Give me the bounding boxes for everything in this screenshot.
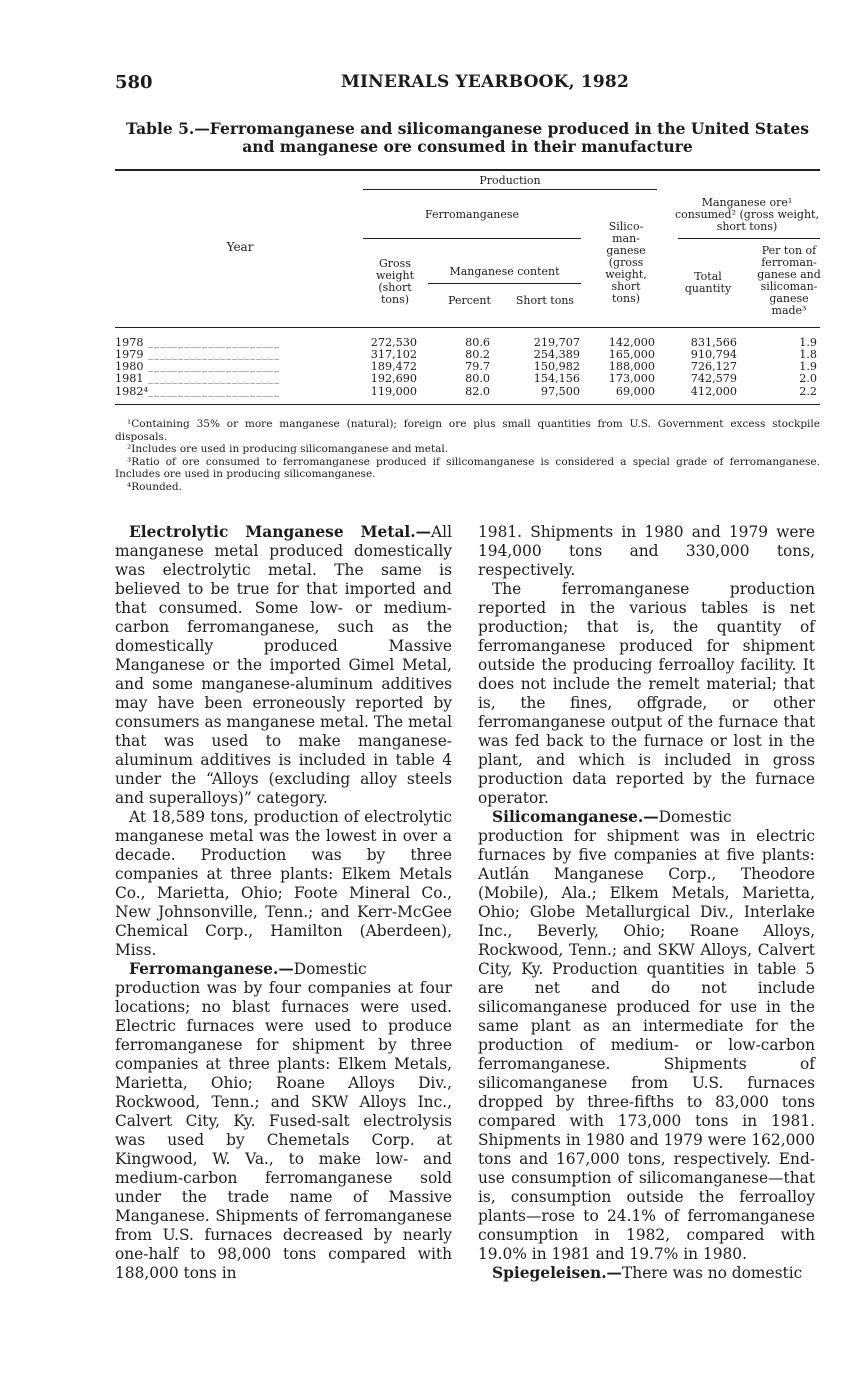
col-header-manganese-content: Manganese content [449,265,560,278]
running-head: MINERALS YEARBOOK, 1982 [341,72,629,92]
paragraph-text: 1981. Shipments in 1980 and 1979 were 194,000 tons and 330,000 tons, respectively. [478,523,815,579]
paragraph-text: Domestic production for shipment was in electric furnaces by five companies at five plants: Autlán Manganese Corp., Theodore (Mobile), Ala.; Elkem Metals, Marietta, Ohio; Globe Metallurgical Div., Interlake Inc., Beverly, Ohio; Roane Alloys, Rockwood, Tenn.; and SKW Alloys, Calvert City, Ky. Production quantities in table 5 are net and do not include silicomanganese produced for use in the same plant as an intermediate for the production of medium- or low-carbon ferromanganese. Shipments of silicomanganese from U.S. furnaces dropped by three-fifths to 83,000 tons compared with 173,000 tons in 1981. Shipments in 1980 and 1979 were 162,000 tons and 167,000 tons, respectively. End-use consumption of silicomanganese—that is, consumption outside the ferroalloy plants—rose to 24.1% of ferromanganese consumption in 1982, compared with 19.0% in 1981 and 19.7% in 1980. [478,808,815,1263]
silicomanganese-cell: 165,000 [608,348,655,361]
short-tons-cell: 254,389 [533,348,580,361]
short-tons-cell: 97,500 [540,385,580,398]
gross-weight-cell: 192,690 [370,372,417,385]
short-tons-cell: 150,982 [533,360,580,373]
leader-dots: ______________________ [148,337,280,348]
col-header-per-ton: Per ton of ferroman- ganese and silicoman- ganese made³ [757,244,821,317]
manganese-content-rule [428,283,581,284]
paragraph [115,808,452,960]
table-footnotes [115,418,820,494]
year-cell: 1980 [115,360,144,373]
paragraph-text: All manganese metal produced domestically was electrolytic metal. The same is believed to be true for that imported and that consumed. Some low- or medium-carbon ferromanganese, such as the domestically produced Massive Manganese or the imported Gimel Metal, and some manganese-aluminum additives may have been erroneously reported by consumers as manganese metal. The metal that was used to make manganese-aluminum additives is included in table 4 under the “Alloys (excluding alloy steels and superalloys)” category. [115,523,452,807]
paragraph [478,523,815,580]
paragraph-text: Domestic production was by four companies at four locations; no blast furnaces were used. Electric furnaces were used to produce ferromanganese for shipment by three companies at three plants: Elkem Metals, Marietta, Ohio; Roane Alloys Div., Rockwood, Tenn.; and SKW Alloys Inc., Calvert City, Ky. Fused-salt electrolysis was used by Chemetals Corp. at Kingwood, W. Va., to make low- and medium-carbon ferromanganese sold under the trade name of Massive Manganese. Shipments of ferromanganese from U.S. furnaces decreased by nearly one-half to 98,000 tons compared with 188,000 tons in [115,960,452,1282]
table-title: Table 5.—Ferromanganese and silicomanganese produced in the United States and manganese ore consumed in their manufacture [126,119,809,156]
per-ton-cell: 1.9 [799,360,817,373]
leader-dots: ______________________ [148,373,280,384]
ferromanganese-rule [363,238,581,239]
production-rule [363,189,657,190]
total-quantity-cell: 910,794 [690,348,737,361]
footnote: ³Ratio of ore consumed to ferromanganese produced if silicomanganese is considered a special grade of ferromanganese. Includes ore used in producing silicomanganese. [115,455,820,481]
table-bottom-rule [115,404,820,405]
right-column [478,523,815,1283]
percent-cell: 82.0 [465,385,490,398]
section-heading: Electrolytic Manganese Metal.— [129,523,432,541]
paragraph [115,523,452,808]
year-cell: 1978 [115,336,144,349]
paragraph-text: There was no domestic [621,1264,803,1282]
paragraph [478,580,815,808]
col-header-ore-consumed: Manganese ore¹ consumed² (gross weight, short tons) [675,196,819,233]
leader-dots: ______________________ [148,386,280,397]
col-header-production: Production [479,174,541,187]
total-quantity-cell: 742,579 [690,372,737,385]
silicomanganese-cell: 69,000 [615,385,655,398]
section-heading: Silicomanganese.— [492,808,659,826]
per-ton-cell: 1.8 [799,348,817,361]
col-header-year: Year [226,240,254,254]
gross-weight-cell: 189,472 [370,360,417,373]
year-cell: 1979 [115,348,144,361]
ore-rule [678,238,820,239]
year-cell: 1981 [115,372,144,385]
paragraph-text: The ferromanganese production reported in the various tables is net production; that is, the quantity of ferromanganese produced for shipment outside the producing ferroalloy facility. It does not include the remelt material; that is, the fines, offgrade, or other ferromanganese output of the furnace that was fed back to the furnace or lost in the plant, and which is included in gross production data reported by the furnace operator. [478,580,815,807]
percent-cell: 80.0 [465,372,490,385]
per-ton-cell: 2.2 [799,385,817,398]
footnote: ¹Containing 35% or more manganese (natural); foreign ore plus small quantities from U.S. Government excess stockpile disposals. [115,418,820,443]
per-ton-cell: 2.0 [799,372,817,385]
silicomanganese-cell: 173,000 [608,372,655,385]
total-quantity-cell: 726,127 [690,360,737,373]
table-row [115,386,820,398]
silicomanganese-cell: 188,000 [608,360,655,373]
gross-weight-cell: 119,000 [370,385,417,398]
footnote: ⁴Rounded. [127,480,182,493]
short-tons-cell: 219,707 [533,336,580,349]
left-column [115,523,452,1283]
total-quantity-cell: 412,000 [690,385,737,398]
section-heading: Spiegeleisen.— [492,1264,622,1282]
year-cell: 1982⁴ [115,385,148,398]
section-heading: Ferromanganese.— [129,960,294,978]
page-number: 580 [115,72,153,93]
percent-cell: 80.6 [465,336,490,349]
col-header-silicomanganese: Silico- man- ganese (gross weight, short tons) [605,220,647,305]
col-header-total-quantity: Total quantity [684,270,732,295]
paragraph [478,808,815,1264]
col-header-gross-weight: Gross weight (short tons) [376,257,414,306]
percent-cell: 79.7 [465,360,490,373]
leader-dots: ______________________ [148,361,280,372]
silicomanganese-cell: 142,000 [608,336,655,349]
gross-weight-cell: 272,530 [370,336,417,349]
col-header-percent: Percent [448,294,491,307]
total-quantity-cell: 831,566 [690,336,737,349]
gross-weight-cell: 317,102 [370,348,417,361]
table-top-rule [115,169,820,171]
per-ton-cell: 1.9 [799,336,817,349]
paragraph [478,1264,815,1283]
table-row [115,373,820,385]
paragraph-text: At 18,589 tons, production of electrolytic manganese metal was the lowest in over a decade. Production was by three companies at three plants: Elkem Metals Co., Marietta, Ohio; Foote Mineral Co., New Johnsonville, Tenn.; and Kerr-McGee Chemical Corp., Hamilton (Aberdeen), Miss. [115,808,452,959]
paragraph [115,960,452,1283]
footnote: ²Includes ore used in producing silicomanganese and metal. [127,443,449,456]
percent-cell: 80.2 [465,348,490,361]
leader-dots: ______________________ [148,349,280,360]
header-bottom-rule [115,327,820,328]
col-header-short-tons: Short tons [515,294,575,307]
col-header-ferromanganese: Ferromanganese [424,208,520,221]
short-tons-cell: 154,156 [533,372,580,385]
